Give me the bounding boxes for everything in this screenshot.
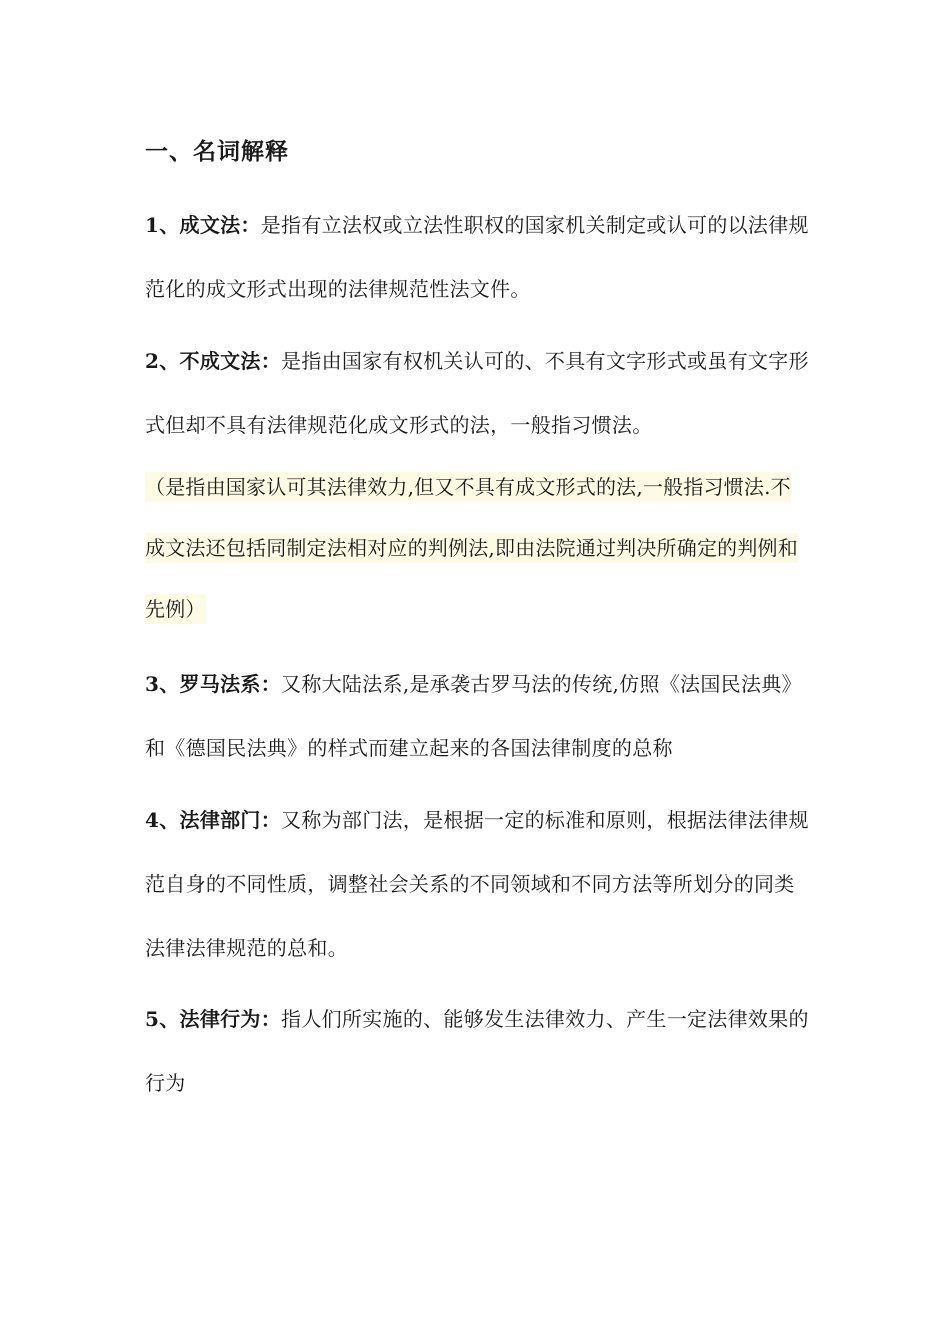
definition-entry-1 [145,193,810,321]
highlighted-note [145,457,810,640]
section-heading: 一、名词解释 [145,138,289,165]
entry-term: 3、罗马法系： [145,672,282,696]
entry-definition: 又称大陆法系,是承袭古罗马法的传统,仿照《法国民法典》和《德国民法典》的样式而建立起来的各国法律制度的总称 [145,672,802,760]
definition-entry-4 [145,788,810,980]
note-text: （是指由国家认可其法律效力,但又不具有成文形式的法,一般指习惯法.不成文法还包括同制定法相对应的判例法,即由法院通过判决所确定的判例和先例） [145,472,798,624]
entry-definition: 是指有立法权或立法性职权的国家机关制定或认可的以法律规范化的成文形式出现的法律规范性法文件。 [145,213,809,301]
definition-entry-3 [145,652,810,780]
definition-entry-2 [145,329,810,457]
definition-entry-5 [145,987,810,1115]
entry-definition: 是指由国家有权机关认可的、不具有文字形式或虽有文字形式但却不具有法律规范化成文形式的法，一般指习惯法。 [145,349,809,437]
entry-term: 5、法律行为： [145,1007,282,1031]
entry-definition: 又称为部门法，是根据一定的标准和原则，根据法律法律规范自身的不同性质，调整社会关系的不同领域和不同方法等所划分的同类法律法律规范的总和。 [145,808,809,960]
entry-term: 1、成文法： [145,213,261,237]
entry-term: 2、不成文法： [145,349,282,373]
entry-definition: 指人们所实施的、能够发生法律效力、产生一定法律效果的行为 [145,1007,809,1095]
entry-term: 4、法律部门： [145,808,282,832]
